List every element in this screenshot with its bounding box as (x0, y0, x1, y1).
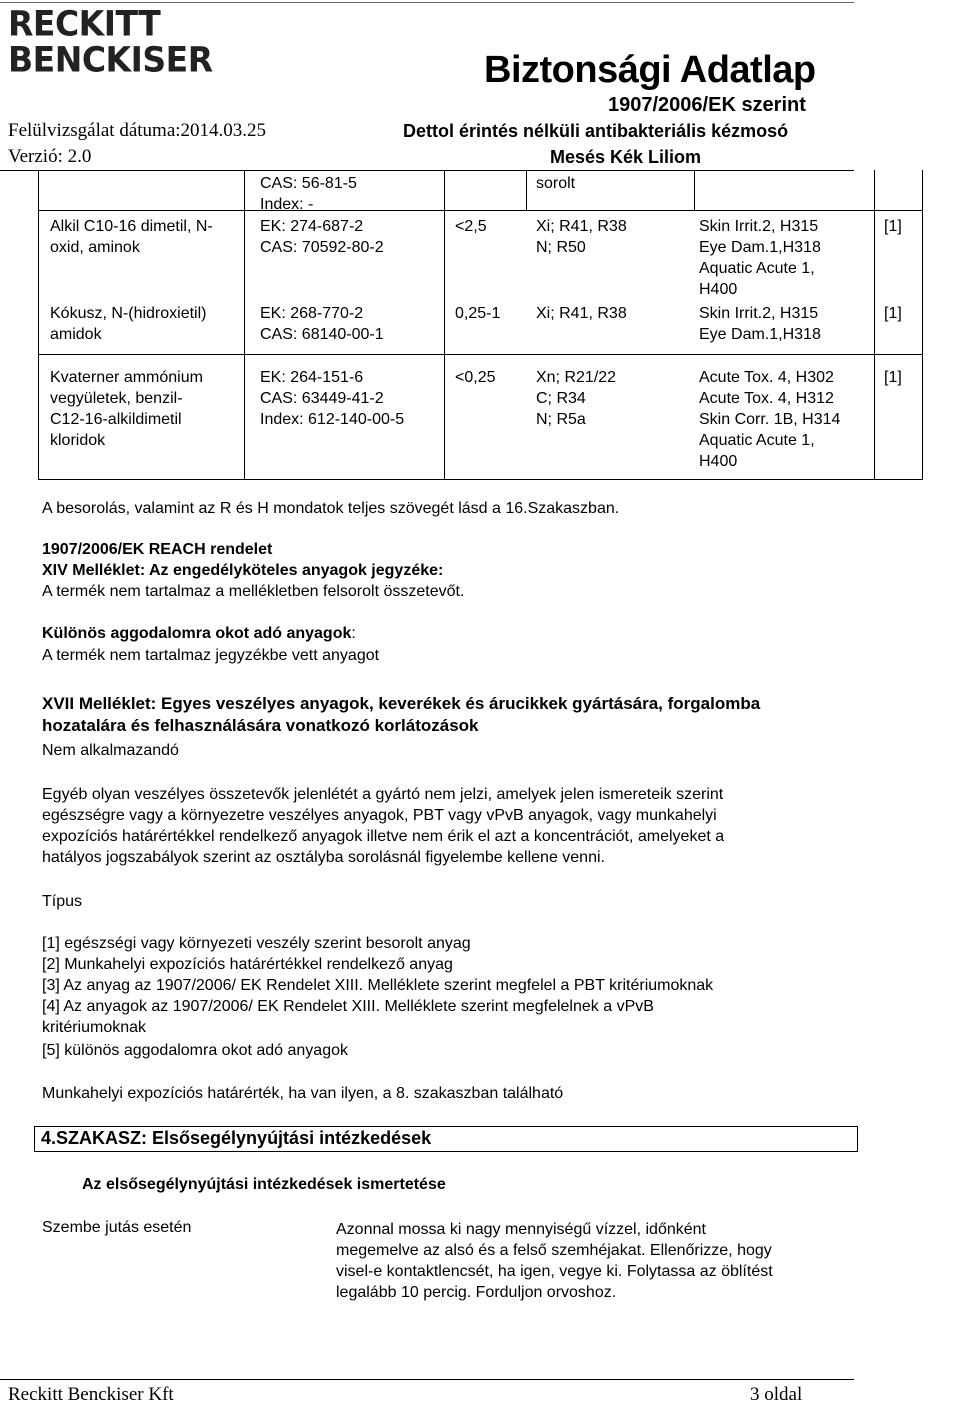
type-item: [5] különös aggodalomra okot adó anyagok (42, 1042, 348, 1059)
table-cell-substance-name: Kókusz, N-(hidroxietil) amidok (50, 305, 207, 343)
table-cell-note: [1] (884, 218, 902, 235)
table-cell-class (536, 367, 616, 430)
annex-xiv-title: XIV Melléklet: Az engedélyköteles anyagok jegyzéke: (42, 562, 444, 579)
hazard-line: H400 (699, 453, 738, 470)
header-separator (0, 170, 854, 171)
table-col-divider (874, 170, 875, 480)
ids-line: EK: 268-770-2 (260, 305, 364, 322)
table-cell-ids (260, 303, 384, 345)
svhc-colon: : (351, 625, 356, 642)
classification-note: A besorolás, valamint az R és H mondatok teljes szövegét lásd a 16.Szakaszban. (42, 500, 620, 517)
oel-note: Munkahelyi expozíciós határérték, ha van ilyen, a 8. szakaszban található (42, 1085, 564, 1102)
logo-line-2: BENCKISER (8, 39, 213, 80)
other-hazards-line-1: Egyéb olyan veszélyes összetevők jelenlétét a gyártó nem jelzi, amelyek jelen ismereteik szerint (42, 786, 724, 803)
table-cell-concentration: <0,25 (455, 369, 496, 386)
annex-xiv-text: A termék nem tartalmaz a mellékletben felsorolt összetevőt. (42, 583, 465, 600)
type-item: [1] egészségi vagy környezeti veszély szerint besorolt anyag (42, 935, 471, 952)
version-label: Verzió: 2.0 (8, 146, 92, 167)
ids-line: CAS: 56-81-5 (260, 175, 357, 192)
other-hazards-line-2: egészségre vagy a környezetre veszélyes anyagok, PBT vagy vPvB anyagok, vagy munkahelyi (42, 807, 717, 824)
logo-line-1: RECKITT (8, 3, 161, 44)
table-cell-ids (260, 173, 357, 215)
hazard-line: Skin Irrit.2, H315 (699, 218, 819, 235)
eye-contact-line: legalább 10 percig. Forduljon orvoshoz. (336, 1284, 617, 1301)
document-title: Biztonsági Adatlap (484, 49, 816, 91)
annex-xvii-title-line-2: hozatalára és felhasználására vonatkozó korlátozások (42, 716, 479, 735)
eye-contact-line: megemelve az alsó és a felső szemhéjakat. Ellenőrizze, hogy (336, 1242, 772, 1259)
class-line: Xi; R41, R38 (536, 305, 627, 322)
table-col-divider (244, 170, 245, 480)
table-cell-concentration: <2,5 (455, 218, 487, 235)
first-aid-subtitle: Az elsősegélynyújtási intézkedések ismertetése (82, 1176, 446, 1193)
table-cell-concentration: 0,25-1 (455, 305, 501, 322)
class-line: C; R34 (536, 390, 586, 407)
type-item: [2] Munkahelyi expozíciós határértékkel rendelkező anyag (42, 956, 453, 973)
ids-line: CAS: 70592-80-2 (260, 239, 384, 256)
footer-page-number: 3 oldal (750, 1384, 803, 1405)
hazard-line: Skin Irrit.2, H315 (699, 305, 819, 322)
other-hazards-line-4: hatályos jogszabályok szerint az osztályba sorolásnál figyelembe kellene venni. (42, 849, 605, 866)
class-line: Xi; R41, R38 (536, 218, 627, 235)
table-cell-substance-name: Alkil C10-16 dimetil, N- oxid, aminok (50, 218, 213, 256)
company-logo (8, 4, 218, 84)
table-col-divider (526, 170, 527, 210)
product-name-line-1: Dettol érintés nélküli antibakteriális kézmosó (403, 121, 789, 141)
table-border-bottom (38, 479, 923, 480)
table-cell-substance-name: Kvaterner ammónium vegyületek, benzil- C12-16-alkildimetil kloridok (50, 369, 203, 449)
footer-company: Reckitt Benckiser Kft (8, 1384, 174, 1405)
type-label: Típus (42, 893, 83, 910)
table-border-right (922, 170, 923, 480)
table-cell-hazard (699, 216, 821, 300)
ids-line: EK: 274-687-2 (260, 218, 364, 235)
table-border-left (38, 170, 39, 480)
hazard-line: Aquatic Acute 1, (699, 432, 815, 449)
table-cell-note: [1] (884, 305, 902, 322)
eye-contact-line: Azonnal mossa ki nagy mennyiségű vízzel, időnként (336, 1221, 706, 1238)
table-cell-class (536, 216, 627, 258)
hazard-line: Eye Dam.1,H318 (699, 326, 821, 343)
class-line: N; R5a (536, 411, 586, 428)
eye-contact-line: visel-e kontaktlencsét, ha igen, vegye ki. Folytassa az öblítést (336, 1263, 773, 1280)
ids-line: Index: 612-140-00-5 (260, 411, 405, 428)
ids-line: Index: - (260, 196, 314, 213)
hazard-line: Aquatic Acute 1, (699, 260, 815, 277)
other-hazards-line-3: expozíciós határértékkel rendelkező anyagok illetve nem érik el azt a koncentrációt, amelyeket a (42, 828, 725, 845)
ids-line: CAS: 63449-41-2 (260, 390, 384, 407)
footer-separator (0, 1379, 854, 1380)
table-cell-ids (260, 367, 404, 430)
table-cell-ids (260, 216, 384, 258)
table-cell-class (536, 173, 575, 194)
ids-line: EK: 264-151-6 (260, 369, 364, 386)
class-line: sorolt (536, 175, 576, 192)
class-line: N; R50 (536, 239, 586, 256)
type-item: [4] Az anyagok az 1907/2006/ EK Rendelet XIII. Melléklete szerint megfelelnek a vPvB (42, 998, 654, 1015)
eye-contact-label: Szembe jutás esetén (42, 1219, 192, 1236)
table-col-divider (694, 170, 695, 210)
product-name-line-2: Mesés Kék Liliom (550, 147, 702, 167)
ids-line: CAS: 68140-00-1 (260, 326, 384, 343)
type-item: kritériumoknak (42, 1019, 147, 1036)
annex-xvii-title-line-1: XVII Melléklet: Egyes veszélyes anyagok, keverékek és árucikkek gyártására, forgalomba (42, 694, 761, 713)
table-row-divider (38, 354, 923, 355)
table-cell-hazard (699, 367, 840, 472)
svhc-text: A termék nem tartalmaz jegyzékbe vett anyagot (42, 647, 380, 664)
hazard-line: Skin Corr. 1B, H314 (699, 411, 841, 428)
table-cell-note: [1] (884, 369, 902, 386)
class-line: Xn; R21/22 (536, 369, 617, 386)
section-4-header (34, 1126, 858, 1152)
revision-date: Felülvizsgálat dátuma:2014.03.25 (8, 120, 267, 141)
table-row-divider (38, 210, 923, 211)
svhc-heading (42, 625, 356, 643)
table-cell-hazard (699, 303, 821, 345)
hazard-line: Eye Dam.1,H318 (699, 239, 821, 256)
reach-title: 1907/2006/EK REACH rendelet (42, 541, 273, 558)
hazard-line: Acute Tox. 4, H312 (699, 390, 834, 407)
eye-contact-text (336, 1219, 773, 1303)
annex-xvii-text: Nem alkalmazandó (42, 742, 179, 759)
hazard-line: H400 (699, 281, 738, 298)
table-col-divider (444, 170, 445, 480)
svhc-title: Különös aggodalomra okot adó anyagok (42, 625, 352, 642)
top-border (0, 2, 854, 3)
regulation-reference: 1907/2006/EK szerint (608, 94, 806, 116)
type-item: [3] Az anyag az 1907/2006/ EK Rendelet XIII. Melléklete szerint megfelel a PBT kritériumoknak (42, 977, 714, 994)
hazard-line: Acute Tox. 4, H302 (699, 369, 834, 386)
table-cell-class (536, 303, 627, 324)
section-4-title: 4.SZAKASZ: Elsősegélynyújtási intézkedések (41, 1128, 432, 1148)
